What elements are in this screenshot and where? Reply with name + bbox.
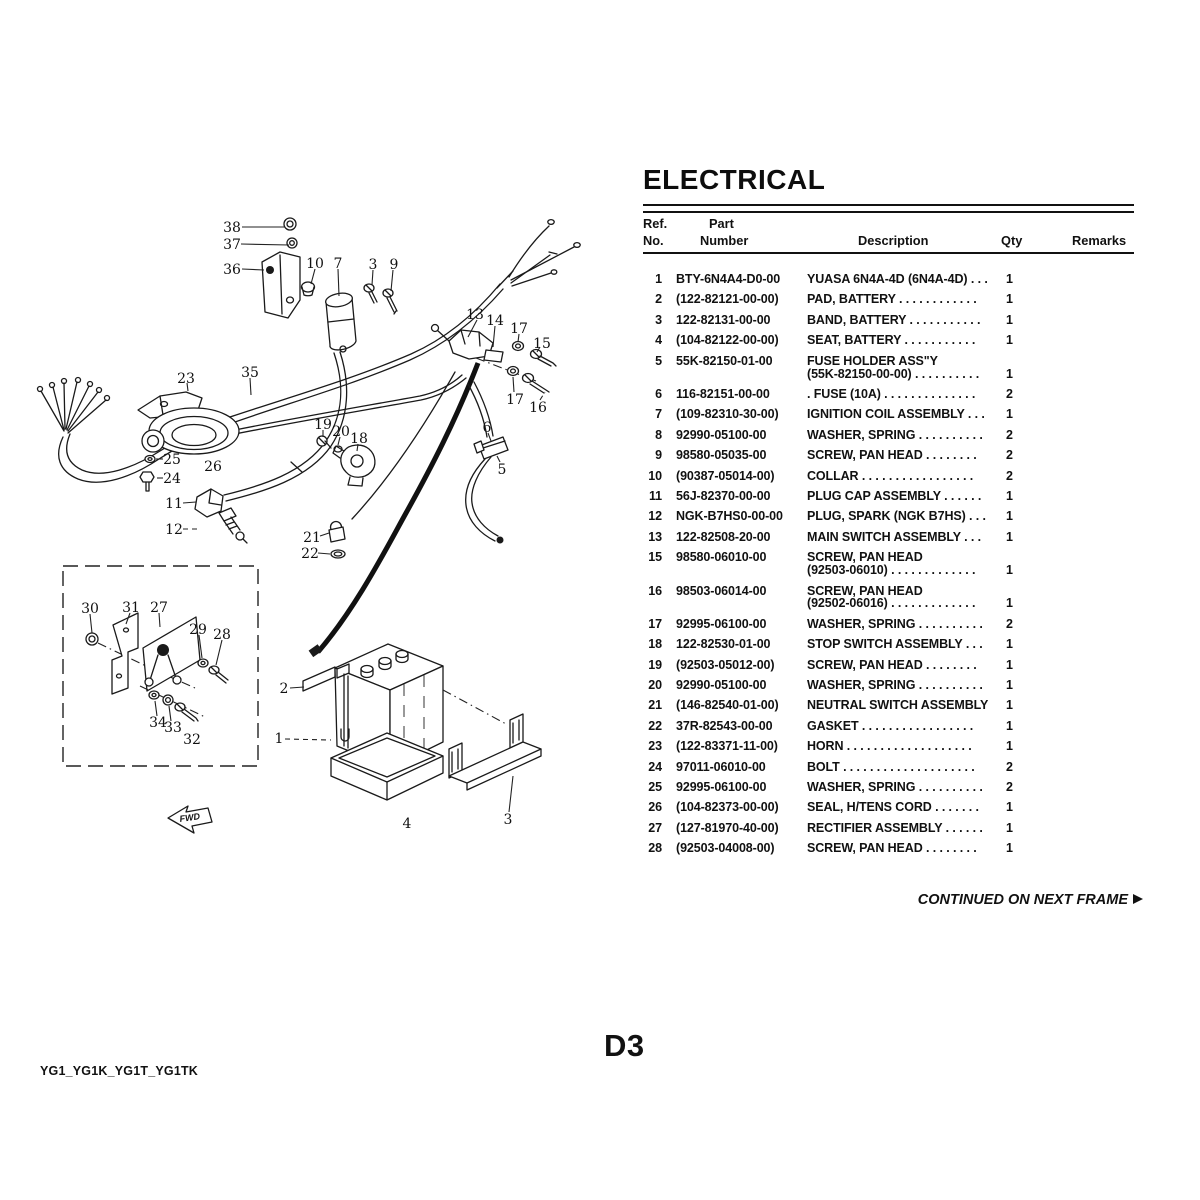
qty-cell: 1 (1006, 841, 1013, 856)
callout-number: 5 (497, 462, 507, 478)
qty-cell: 1 (1006, 637, 1013, 652)
callout-number: 19 (314, 417, 332, 433)
table-row (643, 334, 1143, 347)
callout-leader (493, 326, 495, 347)
ref-no-cell: 13 (648, 529, 662, 544)
callout-number: 14 (486, 313, 504, 329)
callout-leader (513, 377, 514, 392)
switch-connector-14 (484, 350, 503, 362)
rectifier-bracket-31 (112, 613, 138, 694)
part-number-cell: 122-82530-01-00 (676, 637, 771, 652)
qty-cell: 1 (1006, 800, 1013, 815)
ref-no-cell: 1 (655, 272, 662, 286)
ref-no-cell: 27 (648, 820, 662, 835)
qty-cell: 1 (1006, 718, 1013, 733)
battery-group (303, 644, 541, 800)
screw-16 (523, 374, 550, 394)
remarks-cell (1057, 740, 1143, 753)
neutral-switch (329, 522, 345, 559)
part-number-cell: (92503-04008-00) (676, 841, 775, 856)
part-number-cell: (146-82540-01-00) (676, 698, 779, 713)
part-number-cell: 92995-06100-00 (676, 780, 767, 795)
part-number-cell: (104-82373-00-00) (676, 800, 779, 815)
qty-cell: 1 (1006, 596, 1013, 611)
description-cell: SEAT, BATTERY . . . . . . . . . . . (807, 333, 976, 348)
callout-number: 16 (529, 400, 547, 416)
callout-number: 37 (223, 237, 241, 253)
description-cell: SCREW, PAN HEAD . . . . . . . . (807, 448, 977, 463)
qty-cell: 2 (1006, 759, 1013, 774)
callout-leader (320, 533, 329, 536)
ref-no-cell: 9 (655, 448, 662, 463)
qty-cell: 1 (1006, 563, 1013, 578)
description-cell: GASKET . . . . . . . . . . . . . . . . . (807, 718, 974, 733)
washer-25 (145, 456, 155, 463)
qty-cell: 2 (1006, 448, 1013, 463)
washer-37 (287, 238, 297, 248)
header-remarks: Remarks (1072, 233, 1127, 248)
qty-cell: 1 (1006, 312, 1013, 327)
ref-no-cell: 7 (655, 407, 662, 422)
part-number-cell: NGK-B7HS0-00-00 (676, 509, 783, 524)
callout-number: 1 (274, 731, 284, 747)
callout-number: 24 (163, 471, 181, 487)
qty-cell: 1 (1006, 488, 1013, 503)
remarks-cell (1057, 334, 1143, 347)
callout-number: 32 (183, 732, 201, 748)
callout-number: 3 (368, 257, 378, 273)
qty-cell: 1 (1006, 272, 1013, 286)
ref-no-cell: 20 (648, 678, 662, 693)
callout-number: 17 (510, 321, 528, 337)
part-number-cell: (92503-05012-00) (676, 657, 775, 672)
table-row (643, 801, 1143, 814)
table-row (643, 781, 1143, 794)
description-cell: STOP SWITCH ASSEMBLY . . . (807, 637, 983, 652)
table-row (643, 720, 1143, 733)
ref-no-cell: 6 (655, 386, 662, 401)
part-number-cell: 92990-05100-00 (676, 678, 767, 693)
callout-number: 33 (164, 720, 182, 736)
ignition-coil-assembly (262, 218, 397, 352)
description-cell: PAD, BATTERY . . . . . . . . . . . . (807, 292, 977, 307)
callout-leader (242, 269, 264, 270)
table-row (643, 699, 1143, 712)
bolt-24 (140, 472, 154, 491)
table-row (643, 551, 1143, 577)
callout-leader (318, 553, 330, 554)
part-number-cell: (104-82122-00-00) (676, 333, 779, 348)
description-cell: BAND, BATTERY . . . . . . . . . . . (807, 312, 981, 327)
callout-number: 10 (306, 256, 324, 272)
remarks-cell (1057, 408, 1143, 421)
ref-no-cell: 10 (648, 468, 662, 483)
ref-no-cell: 24 (648, 759, 662, 774)
continued-text: CONTINUED ON NEXT FRAME (917, 892, 1128, 908)
washer-29 (198, 659, 208, 667)
callout-number: 29 (189, 622, 207, 638)
part-number-cell: 55K-82150-01-00 (676, 353, 773, 368)
remarks-cell (1057, 699, 1143, 712)
part-number-cell: 98580-05035-00 (676, 448, 767, 463)
washer-17b (508, 367, 519, 376)
qty-cell: 1 (1006, 820, 1013, 835)
washer-17a (513, 342, 524, 351)
qty-cell: 1 (1006, 407, 1013, 422)
remarks-cell (1057, 510, 1143, 523)
callout-number: 38 (223, 220, 241, 236)
callout-number: 2 (279, 681, 289, 697)
description-cell: NEUTRAL SWITCH ASSEMBLY (807, 698, 989, 713)
page-title: ELECTRICAL (643, 164, 826, 195)
table-row (643, 531, 1143, 544)
callout-number: 31 (122, 600, 140, 616)
ref-no-cell: 19 (648, 657, 662, 672)
ref-no-cell: 28 (648, 841, 662, 856)
remarks-cell (1057, 470, 1143, 483)
table-row (643, 740, 1143, 753)
description-cell: MAIN SWITCH ASSEMBLY . . . (807, 529, 982, 544)
table-row (643, 490, 1143, 503)
callout-number: 34 (149, 715, 167, 731)
part-number-cell: 98580-06010-00 (676, 550, 767, 565)
screw-28 (209, 666, 228, 683)
parts-rows (643, 273, 1143, 863)
callout-number: 28 (213, 627, 231, 643)
callout-number: 18 (350, 431, 368, 447)
remarks-cell (1057, 314, 1143, 327)
part-number-cell: (122-82121-00-00) (676, 292, 779, 307)
table-row (643, 510, 1143, 523)
table-row (643, 314, 1143, 327)
description-cell: PLUG CAP ASSEMBLY . . . . . . (807, 488, 982, 503)
callout-leader (338, 269, 339, 296)
callout-number: 27 (150, 600, 168, 616)
remarks-cell (1057, 761, 1143, 774)
callout-leader (155, 701, 157, 716)
model-code: YG1_YG1K_YG1T_YG1TK (40, 1064, 199, 1078)
callout-number: 20 (332, 424, 350, 440)
table-row (643, 429, 1143, 442)
callout-number: 23 (177, 371, 195, 387)
qty-cell: 1 (1006, 698, 1013, 713)
part-number-cell: (122-83371-11-00) (676, 739, 778, 754)
description-cell: YUASA 6N4A-4D (6N4A-4D) . . . (807, 272, 988, 286)
table-row (643, 408, 1143, 421)
callout-leader (290, 687, 304, 688)
ref-no-cell: 16 (648, 583, 662, 598)
qty-cell: 1 (1006, 333, 1013, 348)
callout-leader (216, 640, 222, 665)
part-number-cell: 98503-06014-00 (676, 583, 767, 598)
description-cell: COLLAR . . . . . . . . . . . . . . . . . (807, 468, 974, 483)
callout-number: 4 (402, 816, 412, 832)
callout-number: 6 (482, 420, 492, 436)
table-row (643, 761, 1143, 774)
header-rule (643, 252, 1134, 254)
callout-number: 30 (81, 601, 99, 617)
description-cell: . FUSE (10A) . . . . . . . . . . . . . . (807, 386, 976, 401)
header-description: Description (858, 233, 929, 248)
callout-leader (169, 706, 171, 721)
description-cell: HORN . . . . . . . . . . . . . . . . . . . (807, 739, 972, 754)
qty-cell: 1 (1006, 509, 1013, 524)
description-cell: WASHER, SPRING . . . . . . . . . . (807, 678, 983, 693)
remarks-cell (1057, 801, 1143, 814)
qty-cell: 2 (1006, 616, 1013, 631)
callout-number: 13 (466, 307, 484, 323)
qty-cell: 2 (1006, 780, 1013, 795)
ref-no-cell: 4 (655, 333, 662, 348)
part-number-cell: 92990-05100-00 (676, 427, 767, 442)
table-row (643, 638, 1143, 651)
next-frame-arrow-icon (1133, 894, 1143, 904)
remarks-cell (1057, 720, 1143, 733)
description-cell: WASHER, SPRING . . . . . . . . . . (807, 616, 983, 631)
description-cell: SCREW, PAN HEAD (92502-06016) . . . . . . . . . . . . . (807, 583, 976, 611)
callout-number: 35 (241, 365, 259, 381)
part-number-cell: 116-82151-00-00 (676, 386, 770, 401)
remarks-cell (1057, 490, 1143, 503)
remarks-cell (1057, 842, 1143, 855)
part-number-cell: BTY-6N4A4-D0-00 (676, 272, 781, 286)
fwd-arrow (168, 806, 212, 833)
remarks-cell (1057, 531, 1143, 544)
callout-number: 3 (503, 812, 513, 828)
remarks-cell (1057, 659, 1143, 672)
remarks-cell (1057, 293, 1143, 306)
qty-cell: 2 (1006, 427, 1013, 442)
ref-no-cell: 22 (648, 718, 662, 733)
remarks-cell (1057, 781, 1143, 794)
qty-cell: 1 (1006, 292, 1013, 307)
remarks-cell (1057, 679, 1143, 692)
table-row (643, 388, 1143, 401)
description-cell: WASHER, SPRING . . . . . . . . . . (807, 780, 983, 795)
remarks-cell (1057, 618, 1143, 631)
callout-number: 36 (223, 262, 241, 278)
description-cell: SCREW, PAN HEAD . . . . . . . . (807, 657, 977, 672)
callout-number: 25 (163, 452, 181, 468)
remarks-cell (1057, 388, 1143, 401)
ref-no-cell: 12 (648, 509, 662, 524)
qty-cell: 1 (1006, 529, 1013, 544)
callout-number: 22 (301, 546, 319, 562)
part-number-cell: 122-82508-20-00 (676, 529, 771, 544)
description-cell: SEAL, H/TENS CORD . . . . . . . (807, 800, 979, 815)
header-part: Part (709, 216, 734, 231)
callout-number: 7 (333, 256, 343, 272)
description-cell: PLUG, SPARK (NGK B7HS) . . . (807, 509, 986, 524)
ignition-coil (325, 291, 356, 352)
table-header (643, 216, 1134, 252)
ref-no-cell: 23 (648, 739, 662, 754)
part-number-cell: 122-82131-00-00 (676, 312, 771, 327)
description-cell: WASHER, SPRING . . . . . . . . . . (807, 427, 983, 442)
page-number: D3 (604, 1028, 645, 1063)
battery-pad-2 (303, 667, 335, 691)
ref-no-cell: 18 (648, 637, 662, 652)
ref-no-cell: 26 (648, 800, 662, 815)
part-number-cell: 97011-06010-00 (676, 759, 766, 774)
rectifier-assembly-group (63, 566, 258, 766)
ref-no-cell: 8 (655, 427, 662, 442)
part-number-cell: 37R-82543-00-00 (676, 718, 773, 733)
description-cell: BOLT . . . . . . . . . . . . . . . . . . . . (807, 759, 975, 774)
part-number-cell: (90387-05014-00) (676, 468, 775, 483)
ref-no-cell: 21 (648, 698, 662, 713)
remarks-cell (1057, 355, 1143, 381)
washer-34 (149, 691, 159, 699)
description-cell: RECTIFIER ASSEMBLY . . . . . . (807, 820, 983, 835)
remarks-cell (1057, 273, 1143, 286)
remarks-cell (1057, 449, 1143, 462)
ref-no-cell: 2 (655, 292, 662, 307)
ref-no-cell: 5 (655, 353, 662, 368)
ref-no-cell: 3 (655, 312, 662, 327)
ref-no-cell: 15 (648, 550, 662, 565)
remarks-cell (1057, 585, 1143, 611)
callout-number: 11 (165, 496, 183, 512)
qty-cell: 1 (1006, 739, 1013, 754)
callout-number: 26 (204, 459, 222, 475)
table-row (643, 293, 1143, 306)
callout-leader (183, 502, 196, 503)
battery-cable (318, 363, 478, 652)
horn (138, 392, 239, 491)
callout-leader (285, 739, 331, 740)
ref-no-cell: 17 (648, 616, 662, 631)
description-cell: SCREW, PAN HEAD (92503-06010) . . . . . . . . . . . . . (807, 550, 976, 578)
title-rule (643, 204, 1134, 213)
table-row (643, 470, 1143, 483)
callout-leader (509, 776, 513, 812)
nut-38 (284, 218, 296, 230)
header-no: No. (643, 233, 664, 248)
callout-number: 9 (389, 257, 399, 273)
table-row (643, 618, 1143, 631)
qty-cell: 1 (1006, 678, 1013, 693)
table-row (643, 822, 1143, 835)
qty-cell: 2 (1006, 386, 1013, 401)
ref-no-cell: 25 (648, 780, 662, 795)
remarks-cell (1057, 638, 1143, 651)
callout-leader (391, 270, 393, 291)
callout-number: 12 (165, 522, 183, 538)
qty-cell: 2 (1006, 468, 1013, 483)
nut-30 (86, 633, 98, 645)
remarks-cell (1057, 429, 1143, 442)
spark-plug (219, 508, 247, 543)
description-cell: SCREW, PAN HEAD . . . . . . . . (807, 841, 977, 856)
part-number-cell: 56J-82370-00-00 (676, 488, 771, 503)
part-number-cell: (127-81970-40-00) (676, 820, 779, 835)
gasket-22 (331, 550, 345, 558)
description-cell: IGNITION COIL ASSEMBLY . . . (807, 407, 985, 422)
header-ref: Ref. (643, 216, 668, 231)
table-row (643, 842, 1143, 855)
continued-note (643, 892, 1143, 908)
callout-leader (241, 244, 289, 245)
table-row (643, 659, 1143, 672)
header-qty: Qty (1001, 233, 1023, 248)
battery-band-3 (449, 714, 541, 790)
qty-cell: 1 (1006, 657, 1013, 672)
table-row (643, 449, 1143, 462)
description-cell: FUSE HOLDER ASS"Y (55K-82150-00-00) . . . . . . . . . . (807, 353, 980, 381)
callout-number: 15 (533, 336, 551, 352)
part-number-cell: (109-82310-30-00) (676, 407, 779, 422)
table-row (643, 273, 1143, 286)
callout-number: 17 (506, 392, 524, 408)
table-row (643, 585, 1143, 611)
callout-number: 21 (303, 530, 321, 546)
screw-3 (364, 284, 377, 303)
header-number: Number (700, 233, 749, 248)
nut-33 (163, 695, 173, 705)
fwd-label: FWD (178, 811, 201, 824)
part-number-cell: 92995-06100-00 (676, 616, 767, 631)
remarks-cell (1057, 822, 1143, 835)
qty-cell: 1 (1006, 366, 1013, 381)
remarks-cell (1057, 551, 1143, 577)
table-row (643, 679, 1143, 692)
screw-9 (383, 289, 397, 314)
table-row (643, 355, 1143, 381)
ref-no-cell: 11 (648, 488, 662, 503)
